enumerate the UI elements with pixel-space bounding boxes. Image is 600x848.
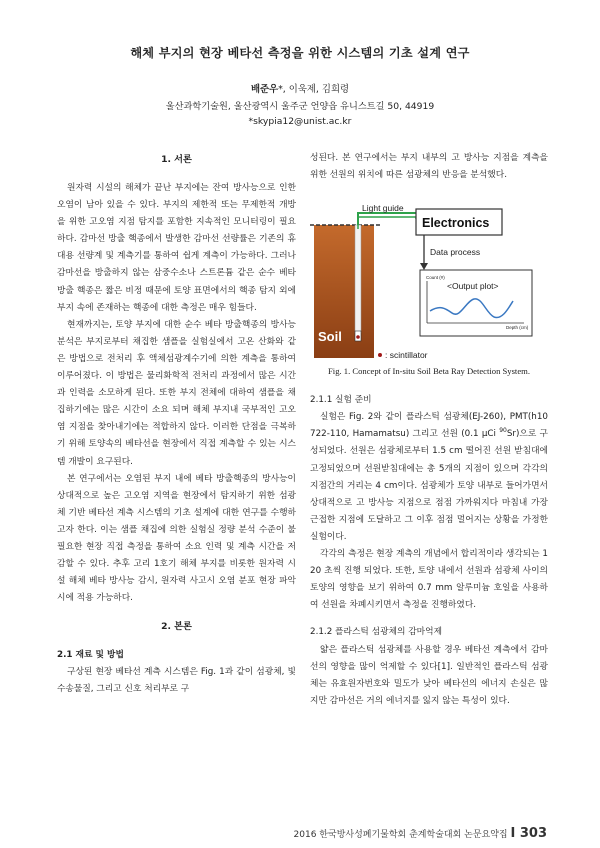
output-plot-label: <Output plot> — [447, 281, 499, 292]
footer-text: 2016 한국방사성폐기물학회 춘계학술대회 논문요약집 — [293, 830, 508, 840]
light-guide-label: Light guide — [362, 203, 404, 214]
author-email: *skypia12@unist.ac.kr — [248, 116, 352, 127]
scintillator-legend-icon — [378, 353, 382, 357]
intro-paragraph-3: 본 연구에서는 오염된 부지 내에 베타 방출핵종의 방사능이 상대적으로 높은 고오염 지역을 현장에서 탐지하기 위한 섬광체 기반 베타선 계측 시스템의 기초 설계에 대한 연구를 수행하고자 한다. 이는 샘플 채집에 의한 실험실 정량 분석 수준이 불필요한 현장 직접 측정을 통하여 소요 인력 및 계측 시간을 저감할 수 있다. 추후 고리 1호기 해체 부지를 비롯한 원자력 시설 해체 베타 방사능 감시, 원자력 사고시 오염 분포 현장 파악시에 적용 가능하다. — [57, 473, 296, 604]
co-authors: , 이욱제, 김희령 — [282, 84, 350, 95]
electronics-label: Electronics — [422, 216, 490, 231]
isotope-mass-number: 90 — [499, 427, 507, 435]
data-arrowhead — [420, 263, 428, 270]
body-paragraph-1-start: 구상된 현장 베타선 계측 시스템은 Fig. 1과 같이 섬광체, 빛 수송물질, 그리고 신호 처리부로 구 — [57, 667, 296, 695]
subsection-2-1-1-heading: 2.1.1 실험 준비 — [310, 395, 372, 406]
right-column — [310, 150, 548, 710]
count-axis-label: Count (#) — [426, 275, 445, 281]
figure-1-caption: Fig. 1. Concept of In-situ Soil Beta Ray Detection System. — [328, 366, 530, 377]
corresponding-mark: * — [278, 84, 283, 95]
intro-paragraph-2: 현재까지는, 토양 부지에 대한 순수 베타 방출핵종의 방사능 분석은 부지로부터 채집한 샘플을 실험실에서 고온 산화와 같은 방법으로 전처리 후 액체섬광계수기에 의한 계측을 통하여 이루어졌다. 이 방법은 물리화학적 전처리 과정에서 많은 시간과 인력을 소모하게 된다. 또한 부지 전체에 대하여 샘플을 채집하기에는 많은 시간이 소요 되며 해체 부지내 국부적인 고오염 지점을 찾아내기에는 적합하지 않다. 이러한 단점을 극복하기 위해 토양속의 베타선을 현장에서 직접 계측할 수 있는 시스템 개발이 요구된다. — [57, 319, 296, 467]
p211a-post: Sr)으로 구성되었다. 선원은 섬광체로부터 1.5 cm 떨어진 선원 받침대에 고정되었으며 선원받침대에는 총 5개의 지점이 있으며 각각의 지점간의 거리는 4 cm이다. 섬광체가 토양 내부로 들어가면서 상대적으로 고 방사능 지점으로 점점 가까워지다 마침내 가장 근접한 지점에 도달하고 그 이후 점점 멀어지는 상황을 가정한 실험이다. — [310, 429, 548, 542]
affiliation: 울산과학기술원, 울산광역시 울주군 언양읍 유니스트길 50, 44919 — [165, 101, 435, 112]
scintillator-legend-label: : scintillator — [385, 350, 428, 361]
first-author: 배준우 — [250, 84, 279, 95]
figure-1 — [310, 199, 548, 361]
paragraph-2-1-1-a — [310, 409, 548, 546]
concept-diagram — [310, 199, 548, 361]
p211a-pre: 실험은 Fig. 2와 같이 플라스틱 섬광체(EJ-260), PMT(h10722-110, Hamamatsu) 그리고 선원 (0.1 μCi — [310, 412, 548, 440]
body-paragraph-1-end: 성된다. 본 연구에서는 부지 내부의 고 방사능 지점을 계측을 위한 선원의 위치에 따른 섬광체의 반응을 분석했다. — [310, 153, 548, 181]
scintillator-dot — [356, 335, 360, 339]
author-line — [0, 81, 600, 95]
probe-rod — [355, 225, 361, 333]
section-intro-heading: 1. 서론 — [161, 154, 192, 165]
page-number: I 303 — [510, 826, 547, 841]
subsection-2-1-2-heading: 2.1.2 플라스틱 섬광체의 감마억제 — [310, 627, 443, 638]
paper-title: 해체 부지의 현장 베타선 측정을 위한 시스템의 기초 설계 연구 — [130, 46, 470, 60]
page-footer — [294, 826, 547, 841]
left-column — [57, 150, 296, 699]
paragraph-2-1-2: 얇은 플라스틱 섬광체를 사용할 경우 베타선 계측에서 감마선의 영향을 많이 억제할 수 있다[1]. 일반적인 플라스틱 섬광체는 유효원자번호와 밀도가 낮아 베타선의 에너지 손실은 많지만 감마선은 거의 에너지를 잃지 않는 특성이 있다. — [310, 644, 548, 706]
data-process-label: Data process — [430, 247, 481, 258]
paragraph-2-1-1-b: 각각의 측정은 현장 계측의 개념에서 합리적이라 생각되는 120 초씩 진행 되었다. 또한, 토양 내에서 선원과 섬광체 사이의 토양의 영향을 보기 위하여 0.7 mm 알루미늄 호일을 사용하여 선원을 차폐시키면서 측정을 진행하였다. — [310, 549, 548, 611]
intro-paragraph-1: 원자력 시설의 해체가 끝난 부지에는 잔여 방사능으로 인한 오염이 남아 있을 수 있다. 부지의 제한적 또는 무제한적 개방을 위한 고오염 지점 탐지를 포함한 지속적인 모니터링이 필요하다. 감마선 방출 핵종에서 발생한 감마선 선량률은 기존의 휴대용 선량계 및 계측기를 통하여 쉽게 계측이 가능하다. 그러나 감마선을 방출하지 않는 삼중수소나 스트론튬 같은 순수 베타방출 핵종은 짧은 비정 때문에 토양 표면에서의 핵종 탐지 외에 부지 속에 존재하는 핵종에 대한 측정은 매우 힘들다. — [57, 183, 296, 313]
section-body-heading: 2. 본론 — [161, 621, 192, 633]
soil-label: Soil — [318, 329, 342, 345]
subsection-2-1-heading: 2.1 재료 및 방법 — [57, 650, 124, 661]
depth-axis-label: Depth (cm) — [506, 325, 529, 331]
